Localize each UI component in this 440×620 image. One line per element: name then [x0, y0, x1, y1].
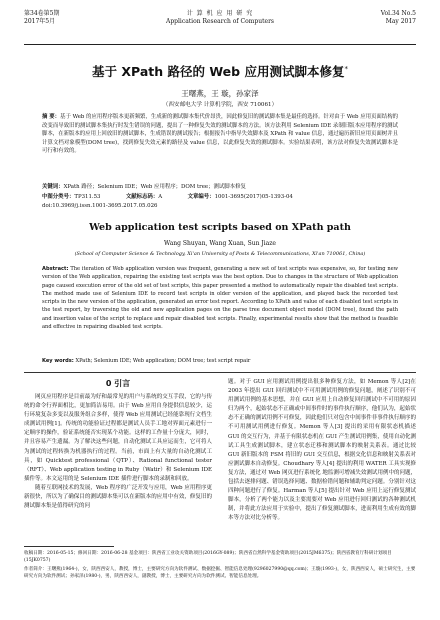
right-column: 题。对于 GUI 应用测试用例提出很多种修复方法，如 Memon 等人[2]在 2003 年提出 GUI 回归测试中不可用测试用例的修复问题，阐述了识别不可用测试用例的基本思想，并在 GUI 应用上自动修复回归测试中不可用的原因归为两个，起始状态不正确或中间事件时的事件执行顺序，他们认为，起始状态不正确的测试用例不可修复，因此他们只对包含中间事件非事件执行顺序的不可用测试用例进行修复。Memon 等人[3] 提出的采用有限状态机描述 GUI 的交互行为，并基于有限状态机在 GUI 产生测试用例集，使用自动化测试工具生成测试脚本，建立状态迁移和测试脚本的映射关系表。通过比较 GUI 新旧版本的 FSM 将旧的 GUI 交互信息，根据交化信息和映射关系表对应测试脚本自动修复。Choudhary 等人[4] 提出的利用 WATER 工具实现修复方法，通过对 Web 网页进行系统化 地监测可增减失效测试用例中的问题，包括去逐排问题、错误选择问题、数据检错问题和辅助判定问题。分别针对这四种问题进行了修复。Harman 等人[5] 提出针对 Web 应用上运行修复测试脚本，分析了两个能力以及主要需要对 Web 应用进行回归测试的各种测试机制，并将此方法应用于实验中，提出了修复测试脚本，进而利用生成有效的脚本等方法对比分析等。: [228, 379, 416, 522]
article-no-label: 文章编号：: [187, 194, 215, 200]
issue-date-en: May 2017: [385, 18, 416, 25]
abstract-divider: [24, 372, 416, 373]
title-footnote-mark: *: [344, 64, 348, 73]
keywords-en-text: XPath; Selenium IDE; Web application; DOM tree; test script repair: [75, 358, 251, 364]
intro-paragraph-2: 随着互联网技术的发展，Web 程序的广泛开发与应用，Web 应用程序更新很快，所以为了确保目的测试脚本集可以在新版本的应用中有效，修复旧的测试脚本集是值得研究的问: [24, 484, 212, 510]
title-text: 基于 XPath 路径的 Web 应用测试脚本修复: [92, 64, 345, 79]
journal-name-cn: 计 算 机 应 用 研 究: [186, 10, 254, 17]
doccode-value: A: [158, 194, 163, 200]
abstract-en-label: Abstract:: [42, 266, 69, 272]
section-heading: 0 引言: [105, 379, 131, 388]
affiliation-en: (School of Computer Science & Technology, Xi'an University of Posts & Telecommunications, Xi'an 710061, China): [74, 251, 366, 257]
affiliation-cn: （西安邮电大学 计算机学院，西安 710061）: [162, 102, 278, 108]
doi: doi:10.3969/j.issn.1001-3695.2017.05.026: [42, 203, 158, 209]
issue-date: 2017年5月: [24, 18, 56, 25]
author-footnote: 作者简介：王曙燕(1964-)，女，陕西西安人，教授，博士，主要研究方向为软件测试、数据挖掘、智能信息处理(9296027990@qq.com)；王璇(1993-)，女，陕西西安人，硕士研究生，主要研究方向为软件测试；孙家泽(1980-)，男，陕西西安人，副教授，博士，主要研究方向为软件测试、智能信息处理。: [24, 567, 416, 580]
article-no-value: 1001-3695(2017)05-1393-04: [214, 194, 293, 200]
abstract-en: [42, 265, 398, 331]
keywords-en: [42, 357, 398, 365]
abstract-cn-text: 基于 Web 的应用程序版本更新频繁，生成新的测试脚本集代价昂贵，因此修复旧的测试脚本集是最佳的选择。针对由于 Web 应用页面结构的改变而导致旧的测试脚本集执行时发生错误的问题，提出了一种修复失效的测试脚本的方法。该方法利用 Selenium IDE 录制旧版本应用程序的测试脚本，在新版本的应用上回放旧的测试脚本，生成错误的测试报告；根据报告中指导失效脚本及 XPath 和 value 信息，通过遍历新旧应用页面树并且计算文档对象模型(DOM tree)，找到修复失效元素的路径及 value 信息，以此修复失效的测试脚本。实验结果表明，该方法对修复失效测试脚本是可行和有效的。: [42, 114, 398, 155]
keywords-en-label: Key words:: [42, 358, 74, 364]
volume-issue: 第34卷第5期: [24, 10, 60, 17]
clc-value: TP311.53: [74, 194, 101, 200]
keywords-cn: [42, 183, 398, 192]
clc-label: 中图分类号：: [42, 194, 75, 200]
paper-title-en: Web application test scripts based on XPath path: [89, 222, 351, 233]
footnote-divider: [24, 546, 114, 547]
authors-en: Wang Shuyan, Wang Xuan, Sun Jiaze: [164, 240, 276, 247]
fund-footnote: 收稿日期：2016-05-15；修回日期：2016-06-28 基金项目：陕西省工业攻关资助项目(2016GY-089)；陕西省自然科学基金资助项目(2015JM6375)；陕西省教育厅科研计划项目(15JK0757): [24, 551, 392, 564]
keywords-cn-text: XPath 路径；Selenium IDE；Web 应用程序；DOM tree；测试脚本修复: [63, 184, 246, 190]
abstract-cn: [42, 113, 398, 156]
journal-header: [24, 10, 416, 45]
doccode-label: 文献标志码：: [125, 194, 159, 200]
header-center: [24, 10, 416, 26]
abstract-en-text: The iteration of Web application version was frequent, generating a new set of test scripts was expensive, so, for testing new version of the Web application, repairing the existing test scripts was the best option. Due to changes in the structure of Web application page caused execution error of the old set of test scripts, this paper presented a method to automatically repair the disabled test scripts. The method made use of Selenium IDE to record test scripts in older version of the application, and played back the recorded test scripts in the new version of the application, generated an error test report. According to XPath and value of each disabled test scripts in the test report, by traversing the old and new application pages on the parse tree document object model (DOM tree), found the path and insertion value of the script to replace and repair disabled test scripts. Finally, experimental results show that the method is feasible and effective in repairing disabled test scripts.: [42, 266, 399, 331]
header-right: [381, 10, 416, 26]
authors-cn: 王曙燕，王 璇，孙家泽: [181, 89, 259, 98]
journal-name-en: Application Research of Computers: [165, 18, 275, 25]
intro-paragraph-1: 网页应用程序是目前最为好和最常见的用户与系统的交互手段，它的与传统的命令行界面相比，更加简洁易用。由于 Web 应用自身提供信息较少，运行环境复杂多变以及服务组合多样，使得 Web 应用测试已经能靠现行文档生成测试用例[1]。传统的功能验证过程都是测试人员手工地对界面元素进行一定顺序的操作，验证系统能否实现某个功能。这样的工作量十分庞大，同时，并且容易产生遗漏。为了解决这些问题，自动化测试工具应运而生，它可将人为测试的过程转换为机器执行的过程。当前，市面上有大量的自动化测试工具，如 Quicktest professional（QTP）、Rational functional tester（RFT）、Web application testing in Ruby（Watir）和 Selenium IDE 插件等。本文运用的是 Selenium IDE 插件进行脚本的录制和回放。: [24, 394, 212, 482]
classification-row: [42, 193, 398, 202]
keywords-cn-label: 关键词：: [42, 184, 64, 190]
paper-title-cn: [20, 62, 420, 80]
abstract-cn-label: 摘 要：: [42, 114, 61, 120]
left-column: [24, 378, 212, 511]
volume-issue-en: Vol.34 No.5: [380, 10, 416, 17]
